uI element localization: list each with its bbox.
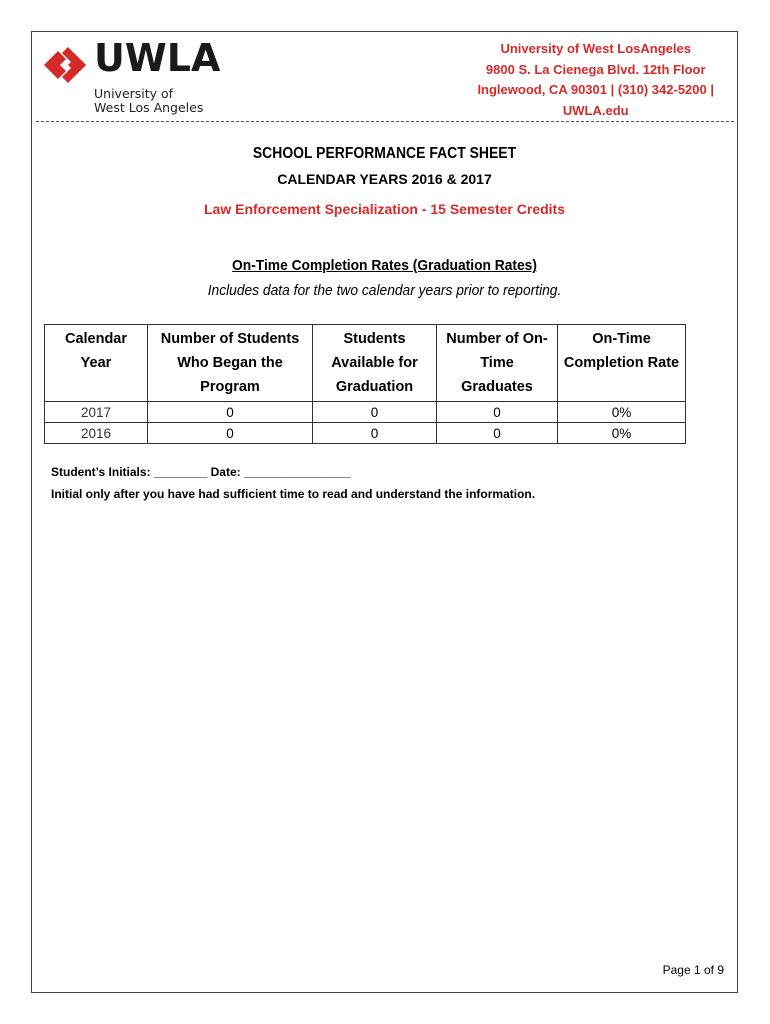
page-number: Page 1 of 9 [662,963,724,977]
completion-rates-table [44,324,686,444]
table-row [45,402,686,423]
address-line-1: University of West LosAngeles [500,41,691,56]
initials-instruction: Initial only after you have had sufficient time to read and understand the information. [51,487,536,501]
table-header-row [45,325,686,402]
address-line-2: 9800 S. La Cienega Blvd. 12th Floor [485,61,706,77]
cell-rate: 0% [558,402,686,423]
header-on-time-graduates: Number of On- Time Graduates [437,325,558,402]
cell-began: 0 [148,423,313,444]
address-website: UWLA.edu [562,102,629,118]
table-row [45,423,686,444]
cell-rate: 0% [558,423,686,444]
uwla-chevron-logo-icon [44,42,90,88]
cell-graduates: 0 [437,402,558,423]
cell-available: 0 [313,423,437,444]
cell-year: 2016 [45,423,148,444]
document-title: SCHOOL PERFORMANCE FACT SHEET [252,145,517,162]
cell-graduates: 0 [437,423,558,444]
section-subtitle: Includes data for the two calendar years prior to reporting. [207,282,562,299]
logo-wordmark: UWLA [94,36,221,80]
header-completion-rate: On-Time Completion Rate [558,325,686,402]
student-initials-line: Student’s Initials: ________ Date: ________________ [51,465,351,479]
address-block [477,39,714,121]
uwla-logo [44,38,224,114]
section-title: On-Time Completion Rates (Graduation Rates) [232,257,537,274]
cell-year: 2017 [45,402,148,423]
header-students-began: Number of Students Who Began the Program [148,325,313,402]
program-name: Law Enforcement Specialization - 15 Semester Credits [203,201,565,217]
cell-available: 0 [313,402,437,423]
header-students-available: Students Available for Graduation [313,325,437,402]
logo-subline-1: University of [94,86,174,101]
document-subtitle: CALENDAR YEARS 2016 & 2017 [277,171,492,187]
address-line-3: Inglewood, CA 90301 | (310) 342-5200 | [477,82,714,97]
logo-subline-2: West Los Angeles [94,100,204,115]
header-divider [36,121,734,122]
header-calendar-year: Calendar Year [45,325,148,402]
cell-began: 0 [148,402,313,423]
